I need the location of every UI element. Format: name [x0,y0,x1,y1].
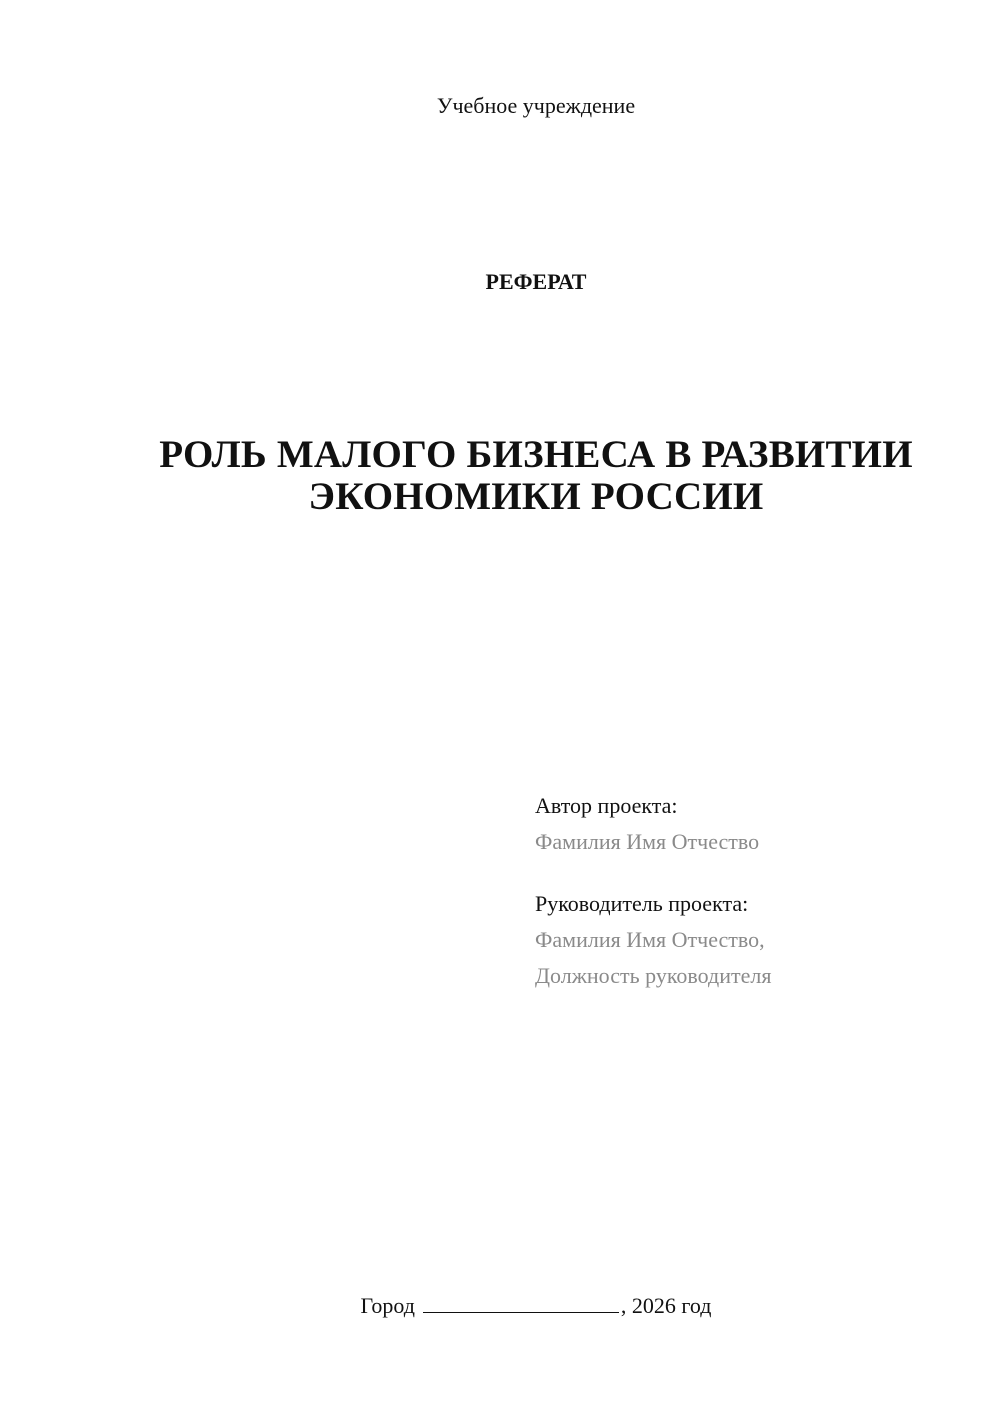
supervisor-position: Должность руководителя [535,963,772,988]
author-name: Фамилия Имя Отчество [535,829,760,854]
title-line-1: РОЛЬ МАЛОГО БИЗНЕСА В РАЗВИТИИ [159,433,913,476]
year-text: , 2026 год [620,1293,712,1318]
institution-name: Учебное учреждение [436,93,636,118]
city-blank-line [423,1290,619,1313]
credits-spacer [535,860,975,886]
document-type: РЕФЕРАТ [485,269,587,294]
supervisor-label: Руководитель проекта: [535,891,749,916]
footer-city-year [0,1290,1000,1321]
document-title [0,434,1000,518]
city-label: Город [360,1293,415,1318]
author-label: Автор проекта: [535,793,678,818]
supervisor-name: Фамилия Имя Отчество, [535,927,765,952]
credits-block [535,788,975,994]
title-line-2: ЭКОНОМИКИ РОССИИ [308,475,764,518]
